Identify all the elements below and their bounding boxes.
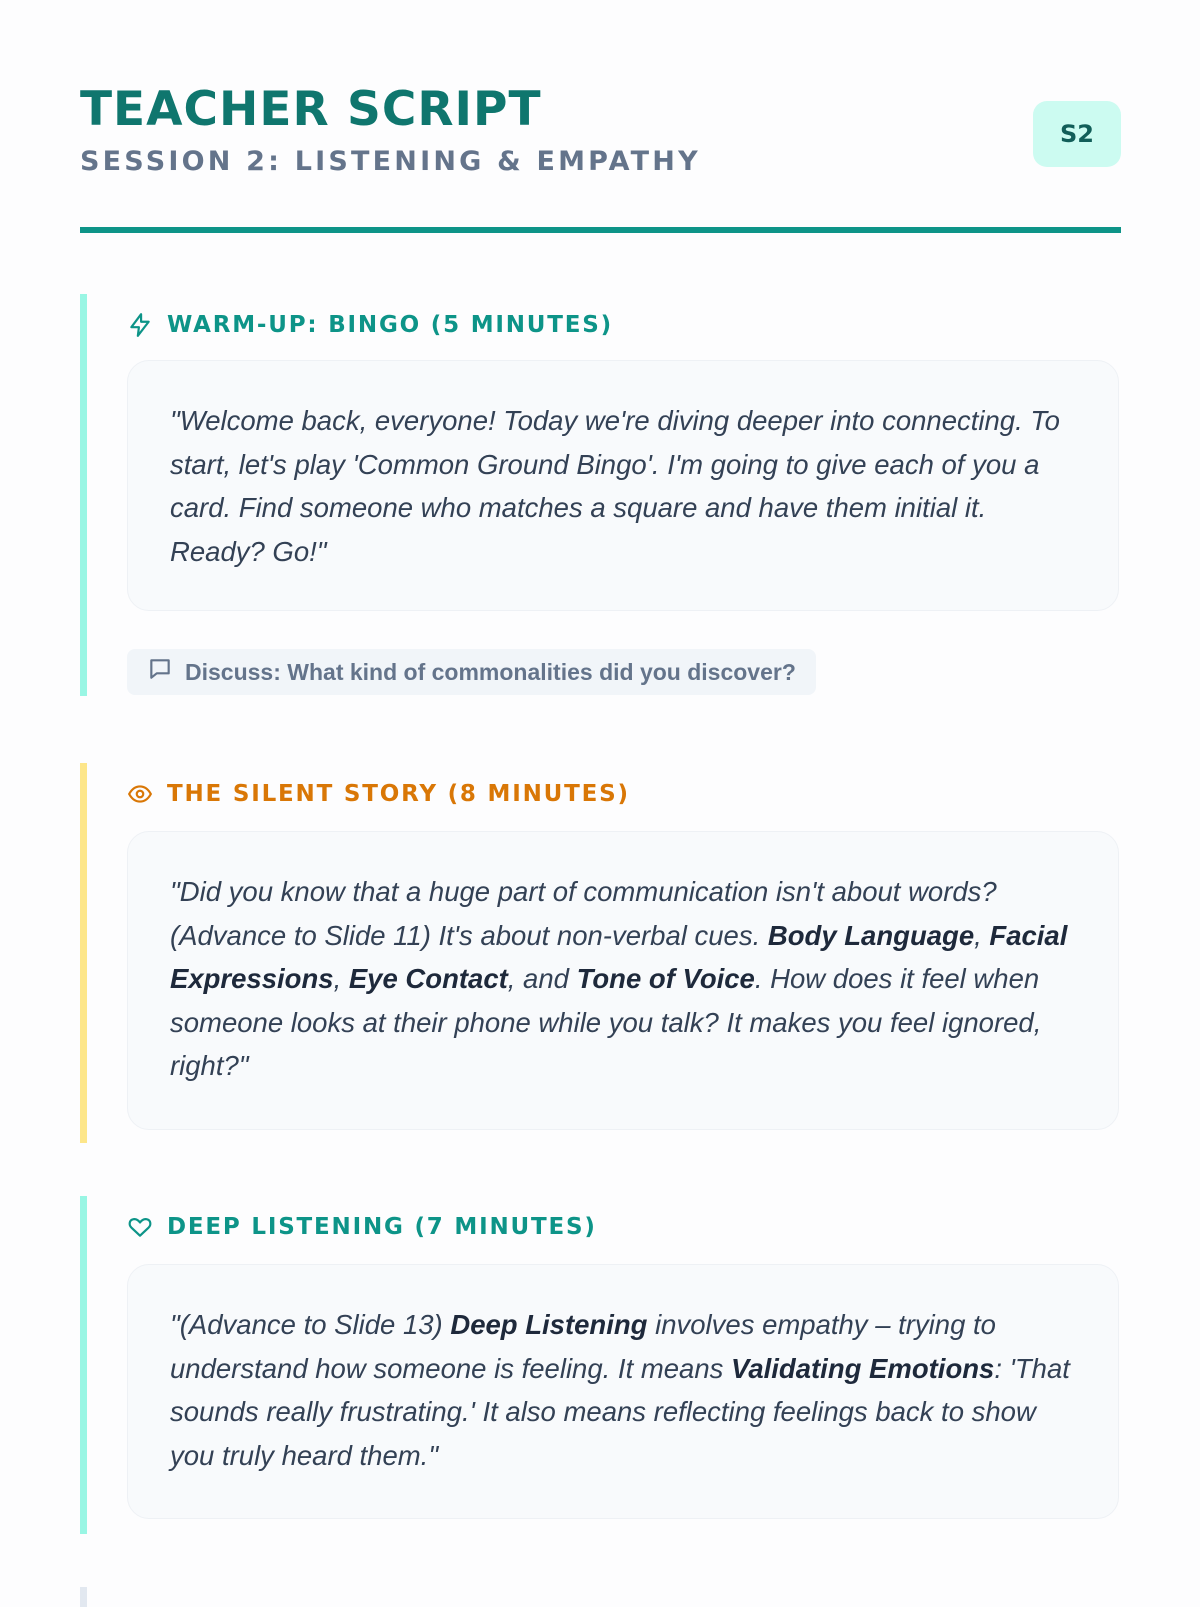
script-quote-box [127, 1264, 1119, 1519]
emphasized-term: Body Language [767, 919, 975, 951]
eye-icon [127, 781, 153, 807]
discussion-prompt [127, 649, 816, 695]
emphasized-term: Deep Listening [450, 1309, 648, 1340]
page-subtitle: SESSION 2: LISTENING & EMPATHY [80, 146, 701, 177]
emphasized-term: Tone of Voice [576, 963, 755, 994]
emphasized-term: Eye Contact [348, 963, 508, 994]
session-badge: S2 [1033, 101, 1121, 167]
page-header [80, 82, 1121, 232]
chat-bubble-icon [147, 656, 173, 688]
lightning-icon [127, 312, 153, 338]
section-accent-bar [80, 1196, 87, 1534]
script-quote-text: "(Advance to Slide 13) Deep Listening involves empathy – trying to understand how someone is feeling. It means Validating Emotions: 'That sounds really frustrating.' It also means reflecting feelings back to show you truly heard them." [170, 1309, 1070, 1471]
section-accent-bar [80, 294, 87, 696]
section-heading-text: WARM-UP: BINGO (5 MINUTES) [167, 312, 613, 338]
section-accent-bar [80, 1587, 87, 1607]
section-silent-story [80, 763, 1121, 1143]
section-heading [127, 310, 613, 340]
section-heading [127, 1212, 597, 1242]
section-heading-text: THE SILENT STORY (8 MINUTES) [167, 781, 630, 807]
script-quote-text: "Did you know that a huge part of communication isn't about words? (Advance to Slide 11) It's about non-verbal cues. Body Language, Facial Expressions, Eye Contact, and Tone of Voice. How does it feel when someone looks at their phone while you talk? It makes you feel ignored, right?" [170, 876, 1068, 1081]
discussion-prompt-text: Discuss: What kind of commonalities did you discover? [185, 658, 796, 685]
script-quote-text: "Welcome back, everyone! Today we're diving deeper into connecting. To start, let's play 'Common Ground Bingo'. I'm going to give each of you a card. Find someone who matches a square and have them initial it. Ready? Go!" [170, 405, 1060, 567]
script-quote-box [127, 360, 1119, 611]
heart-icon [127, 1214, 153, 1240]
emphasized-term: Validating Emotions [731, 1352, 995, 1384]
section-warm-up [80, 294, 1121, 696]
header-divider [80, 227, 1121, 233]
section-next [80, 1587, 1121, 1607]
script-quote-box [127, 831, 1119, 1130]
section-deep-listening [80, 1196, 1121, 1534]
emphasized-term: Facial Expressions [170, 919, 1068, 994]
section-heading [127, 779, 630, 809]
page-title: TEACHER SCRIPT [80, 82, 542, 137]
section-heading-text: DEEP LISTENING (7 MINUTES) [167, 1214, 597, 1240]
section-accent-bar [80, 763, 87, 1143]
